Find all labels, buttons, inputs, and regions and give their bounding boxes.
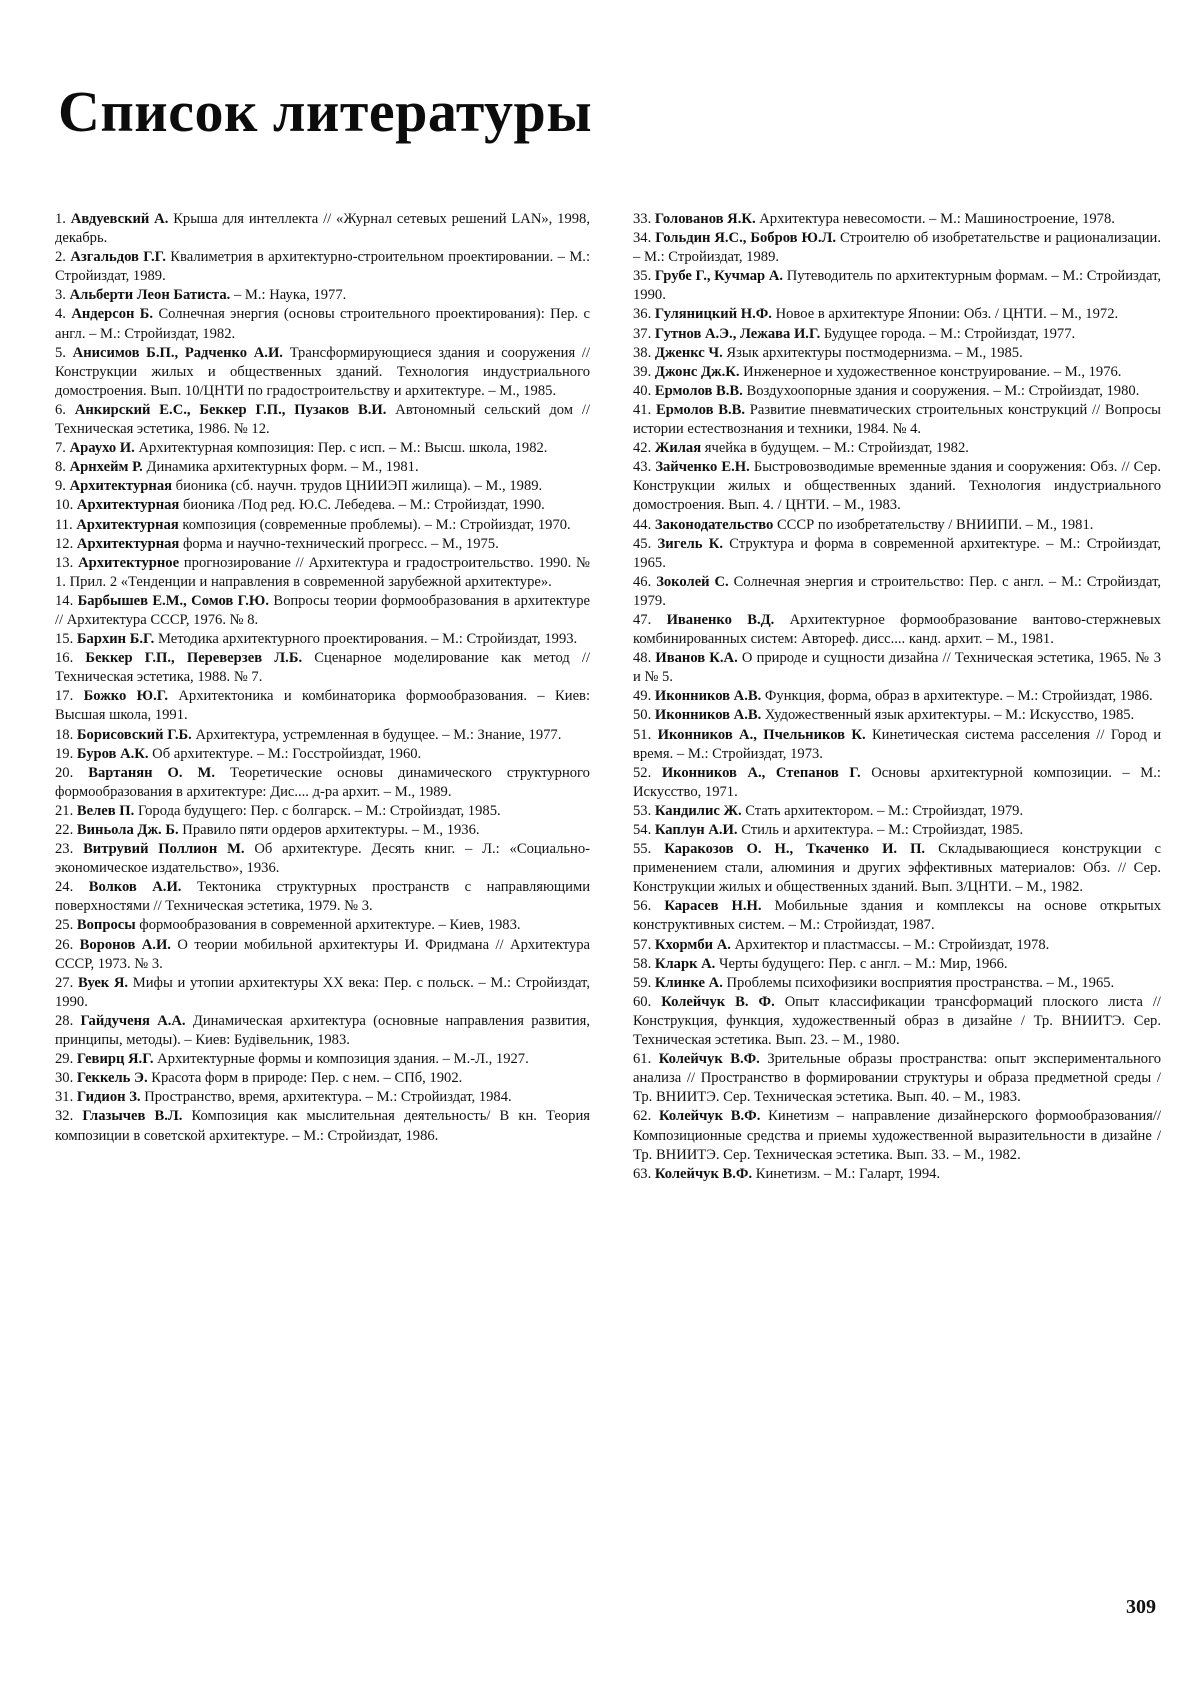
entry-number: 35.: [633, 268, 652, 285]
entry-text: Мобильные здания и комплексы на основе открытых конструктивных систем. – М.: Стройиздат, 1987.: [633, 898, 1162, 934]
entry-text: Кинетическая система расселения // Город и время. – М.: Стройиздат, 1973.: [633, 726, 1162, 762]
entry-author: Гуляницкий Н.Ф.: [654, 306, 772, 323]
entry-number: 42.: [633, 440, 652, 457]
bibliography-entry: [633, 649, 1161, 687]
entry-author: Анкирский Е.С., Беккер Г.П., Пузаков В.И.: [74, 401, 387, 418]
entry-number: 2.: [55, 249, 66, 266]
bibliography-entry: [633, 573, 1161, 611]
entry-number: 41.: [633, 401, 652, 418]
bibliography-entry: [633, 936, 1161, 955]
bibliography-entry: [633, 305, 1161, 324]
entry-author: Витрувий Поллион М.: [83, 841, 245, 858]
entry-author: Ермолов В.В.: [656, 401, 745, 418]
bibliography-entry: [633, 516, 1161, 535]
entry-text: формообразования в современной архитектуре. – Киев, 1983.: [139, 917, 521, 934]
entry-author: Кларк А.: [654, 955, 716, 972]
bibliography-entry: [633, 974, 1161, 993]
entry-text: О природе и сущности дизайна // Техническая эстетика, 1965. № 3 и № 5.: [633, 650, 1161, 686]
entry-text: Пространство, время, архитектура. – М.: Стройиздат, 1984.: [144, 1089, 512, 1106]
entry-number: 45.: [633, 535, 652, 552]
entry-text: Стать архитектором. – М.: Стройиздат, 1979.: [745, 802, 1024, 819]
entry-author: Кхормби А.: [654, 936, 731, 953]
bibliography-entry: [633, 802, 1161, 821]
bibliography-entry: [55, 974, 590, 1012]
entry-author: Иконников А.В.: [654, 707, 762, 724]
entry-number: 61.: [633, 1051, 652, 1068]
entry-number: 11.: [55, 516, 73, 533]
bibliography-entry: [55, 802, 590, 821]
entry-author: Барбышев Е.М., Сомов Г.Ю.: [77, 592, 269, 609]
entry-text: Динамическая архитектура (основные направления развития, принципы, методы). – Киев: Будівельник, 1983.: [55, 1012, 590, 1049]
entry-number: 48.: [633, 650, 652, 667]
entry-author: Гайдученя А.А.: [80, 1012, 186, 1029]
bibliography-entry: [633, 611, 1161, 649]
entry-author: Иконников А.В.: [654, 688, 762, 705]
bibliography-entry: [55, 496, 590, 515]
bibliography-entry: [633, 535, 1161, 573]
entry-author: Борисовский Г.Б.: [76, 726, 192, 743]
entry-text: Правило пяти ордеров архитектуры. – М., 1936.: [182, 822, 480, 838]
entry-text: бионика (сб. научн. трудов ЦНИИЭП жилища). – М., 1989.: [175, 478, 543, 495]
entry-number: 47.: [633, 611, 652, 628]
bibliography-entry: [55, 878, 590, 916]
entry-text: Складывающиеся конструкции с применением стали, алюминия и других эффективных материалов: Обз. // Сер. Конструкции жилых и общественных зданий. Вып. 3/ЦНТИ. – М., 1982.: [633, 841, 1161, 896]
entry-text: Солнечная энергия (основы строительного проектирования): Пер. с англ. – М.: Стройиздат, 1982.: [55, 306, 590, 342]
entry-text: форма и научно-технический прогресс. – М., 1975.: [182, 535, 499, 552]
entry-author: Иваненко В.Д.: [666, 611, 775, 628]
entry-text: Проблемы психофизики восприятия пространства. – М., 1965.: [726, 974, 1115, 991]
entry-text: Инженерное и художественное конструирование. – М., 1976.: [743, 363, 1122, 380]
entry-text: Методика архитектурного проектирования. – М.: Стройиздат, 1993.: [157, 631, 578, 648]
entry-text: Кинетизм. – М.: Галарт, 1994.: [755, 1165, 941, 1182]
entry-author: Кандилис Ж.: [654, 802, 742, 819]
entry-text: Архитектор и пластмассы. – М.: Стройиздат, 1978.: [734, 936, 1050, 953]
bibliography-entry: [55, 1069, 590, 1088]
bibliography-entry: [633, 764, 1161, 802]
bibliography-entry: [633, 325, 1161, 344]
bibliography-entry: [633, 955, 1161, 974]
entry-number: 22.: [55, 822, 74, 838]
entry-text: композиция (современные проблемы). – М.: Стройиздат, 1970.: [182, 516, 571, 533]
entry-author: Архитектурная: [69, 478, 173, 495]
bibliography-entry: [55, 248, 590, 286]
entry-author: Бархин Б.Г.: [76, 631, 155, 648]
entry-number: 15.: [55, 631, 74, 648]
entry-text: Тектоника структурных пространств с направляющими поверхностями // Техническая эстетика, 1979. № 3.: [55, 879, 590, 915]
entry-number: 18.: [55, 726, 74, 743]
page-title: Список литературы: [58, 79, 593, 144]
entry-author: Джонс Дж.К.: [654, 363, 740, 380]
bibliography-entry: [633, 897, 1161, 935]
bibliography-entry: [55, 535, 590, 554]
entry-author: Араухо И.: [69, 440, 135, 457]
entry-text: Строителю об изобретательстве и рационализации. – М.: Стройиздат, 1989.: [633, 230, 1161, 266]
entry-author: Жилая: [654, 440, 702, 457]
entry-text: Быстровозводимые временные здания и сооружения: Обз. // Сер. Конструкции жилых и общественных зданий. Технология индустриального домостроения. Вып. 4. / ЦНТИ. – М., 1983.: [633, 459, 1161, 514]
entry-author: Арнхейм Р.: [69, 459, 143, 476]
bibliography-entry: [633, 821, 1161, 840]
entry-number: 39.: [633, 363, 652, 380]
entry-text: Динамика архитектурных форм. – М., 1981.: [146, 459, 419, 476]
entry-author: Геккель Э.: [76, 1070, 148, 1087]
entry-number: 24.: [55, 879, 74, 896]
bibliography-column-left: [55, 210, 590, 1146]
entry-number: 50.: [633, 707, 652, 724]
bibliography-entry: [55, 458, 590, 477]
bibliography-entry: [55, 401, 590, 439]
bibliography-entry: [55, 916, 590, 935]
entry-author: Карасев Н.Н.: [664, 898, 762, 915]
bibliography-entry: [55, 439, 590, 458]
entry-text: Функция, форма, образ в архитектуре. – М.: Стройиздат, 1986.: [764, 688, 1153, 705]
bibliography-entry: [55, 687, 590, 725]
entry-text: – М.: Наука, 1977.: [233, 287, 347, 304]
bibliography-entry: [55, 1012, 590, 1050]
entry-author: Колейчук В.Ф.: [654, 1165, 753, 1182]
bibliography-entry: [633, 458, 1161, 515]
entry-number: 46.: [633, 573, 652, 590]
entry-author: Иванов К.А.: [655, 650, 738, 667]
entry-number: 54.: [633, 822, 652, 838]
bibliography-entry: [55, 210, 590, 248]
entry-number: 40.: [633, 382, 652, 399]
bibliography-entry: [55, 745, 590, 764]
entry-number: 44.: [633, 516, 652, 533]
entry-text: Структура и форма в современной архитектуре. – М.: Стройиздат, 1965.: [633, 535, 1162, 571]
entry-text: Язык архитектуры постмодернизма. – М., 1985.: [726, 344, 1023, 361]
entry-number: 38.: [633, 344, 652, 361]
bibliography-entry: [55, 592, 590, 630]
entry-number: 43.: [633, 459, 652, 476]
bibliography-entry: [55, 840, 590, 878]
entry-number: 28.: [55, 1012, 74, 1029]
bibliography-entry: [633, 726, 1161, 764]
entry-author: Зайченко Е.Н.: [655, 459, 750, 476]
bibliography-entry: [633, 706, 1161, 725]
entry-number: 4.: [55, 306, 66, 323]
entry-number: 49.: [633, 688, 652, 705]
bibliography-entry: [633, 1107, 1161, 1164]
entry-author: Волков А.И.: [88, 879, 182, 896]
entry-text: О теории мобильной архитектуры И. Фридмана // Архитектура СССР, 1973. № 3.: [55, 936, 590, 972]
entry-author: Гольдин Я.С., Бобров Ю.Л.: [655, 230, 837, 247]
entry-author: Архитектурная: [76, 535, 180, 552]
entry-number: 52.: [633, 764, 652, 781]
entry-author: Дженкс Ч.: [654, 344, 723, 361]
entry-text: Крыша для интеллекта // «Журнал сетевых решений LAN», 1998, декабрь.: [55, 211, 590, 247]
entry-text: Архитектурная композиция: Пер. с исп. – М.: Высш. школа, 1982.: [138, 440, 548, 457]
entry-number: 29.: [55, 1051, 74, 1068]
entry-number: 14.: [55, 592, 74, 609]
entry-number: 17.: [55, 688, 74, 705]
entry-number: 3.: [55, 287, 66, 304]
entry-author: Клинке А.: [654, 974, 723, 991]
bibliography-entry: [55, 1050, 590, 1069]
entry-text: Развитие пневматических строительных конструкций // Вопросы истории естествознания и техники, 1984. № 4.: [633, 401, 1161, 438]
entry-number: 21.: [55, 802, 74, 819]
entry-number: 36.: [633, 306, 652, 323]
entry-text: бионика /Под ред. Ю.С. Лебедева. – М.: Стройиздат, 1990.: [182, 497, 545, 514]
entry-author: Колейчук В.Ф.: [659, 1108, 761, 1125]
entry-number: 5.: [55, 344, 66, 361]
entry-text: Вопросы теории формообразования в архитектуре // Архитектура СССР, 1976. № 8.: [55, 592, 590, 628]
page-number: 309: [1126, 1596, 1156, 1618]
entry-number: 56.: [633, 898, 652, 915]
entry-author: Воронов А.И.: [79, 936, 171, 953]
entry-number: 33.: [633, 211, 652, 227]
entry-text: Архитектура невесомости. – М.: Машиностроение, 1978.: [759, 211, 1115, 227]
bibliography-entry: [55, 630, 590, 649]
bibliography-entry: [633, 993, 1161, 1050]
bibliography-entry: [633, 210, 1161, 229]
entry-text: Города будущего: Пер. с болгарск. – М.: Стройиздат, 1985.: [137, 802, 501, 819]
entry-text: Черты будущего: Пер. с англ. – М.: Мир, 1966.: [719, 955, 1008, 972]
entry-text: прогнозирование // Архитектура и градостроительство. 1990. № 1. Прил. 2 «Тенденции и направления в современной зарубежной архитектуре».: [55, 554, 590, 590]
entry-author: Альберти Леон Батиста.: [69, 287, 231, 304]
entry-number: 62.: [633, 1108, 652, 1125]
entry-author: Вопросы: [76, 917, 136, 934]
entry-author: Виньола Дж. Б.: [76, 822, 179, 838]
bibliography-entry: [55, 649, 590, 687]
entry-number: 31.: [55, 1089, 74, 1106]
entry-author: Колейчук В.Ф.: [658, 1051, 760, 1068]
entry-number: 12.: [55, 535, 74, 552]
entry-text: Стиль и архитектура. – М.: Стройиздат, 1985.: [741, 822, 1024, 838]
bibliography-entry: [633, 382, 1161, 401]
entry-text: Художественный язык архитектуры. – М.: Искусство, 1985.: [764, 707, 1135, 724]
entry-text: Трансформирующиеся здания и сооружения // Конструкции жилых и общественных зданий. Технология индустриального домостроения. Вып. 10/ЦНТИ по градостроительству и архитектуре. – М., 1985.: [55, 344, 591, 399]
entry-text: Теоретические основы динамического структурного формообразования в архитектуре: Дис.... д-ра архит. – М., 1989.: [55, 764, 590, 800]
bibliography-entry: [633, 1165, 1161, 1184]
bibliography-entry: [55, 936, 590, 974]
entry-text: Архитектурное формообразование вантово-стержневых комбинированных систем: Автореф. дисс.... канд. архит. – М., 1981.: [633, 611, 1161, 648]
entry-text: Архитектурные формы и композиция здания. – М.-Л., 1927.: [157, 1051, 529, 1068]
entry-author: Гидион З.: [76, 1089, 141, 1106]
entry-author: Каракозов О. Н., Ткаченко И. П.: [664, 841, 926, 858]
entry-number: 59.: [633, 974, 652, 991]
entry-text: СССР по изобретательству / ВНИИПИ. – М., 1981.: [776, 516, 1094, 533]
entry-number: 27.: [55, 974, 74, 991]
entry-number: 63.: [633, 1165, 652, 1182]
entry-text: Архитектура, устремленная в будущее. – М.: Знание, 1977.: [195, 726, 562, 743]
entry-number: 7.: [55, 440, 66, 457]
entry-author: Архитектурное: [78, 554, 180, 571]
entry-author: Глазычев В.Л.: [82, 1108, 183, 1125]
bibliography-entry: [633, 1050, 1161, 1107]
entry-author: Архитектурная: [76, 516, 179, 533]
bibliography-entry: [633, 401, 1161, 439]
entry-number: 53.: [633, 802, 652, 819]
entry-number: 57.: [633, 936, 652, 953]
entry-author: Законодательство: [654, 516, 774, 533]
entry-author: Ермолов В.В.: [654, 382, 743, 399]
entry-text: Мифы и утопии архитектуры XX века: Пер. с польск. – М.: Стройиздат, 1990.: [55, 974, 590, 1010]
bibliography-entry: [633, 267, 1161, 305]
bibliography-entry: [633, 687, 1161, 706]
entry-author: Гевирц Я.Г.: [76, 1051, 154, 1068]
entry-text: Новое в архитектуре Японии: Обз. / ЦНТИ. – М., 1972.: [775, 306, 1119, 323]
entry-author: Вартанян О. М.: [88, 764, 215, 781]
bibliography-entry: [633, 840, 1161, 897]
bibliography-column-right: [633, 210, 1161, 1184]
entry-text: Об архитектуре. – М.: Госстройиздат, 1960.: [152, 745, 422, 762]
bibliography-entry: [55, 305, 590, 343]
entry-number: 30.: [55, 1070, 74, 1087]
bibliography-entry: [633, 439, 1161, 458]
entry-text: Будущее города. – М.: Стройиздат, 1977.: [823, 325, 1076, 342]
entry-author: Каплун А.И.: [654, 822, 738, 838]
entry-author: Азгальдов Г.Г.: [70, 249, 166, 266]
entry-text: ячейка в будущем. – М.: Стройиздат, 1982.: [704, 440, 969, 457]
entry-author: Беккер Г.П., Переверзев Л.Б.: [85, 650, 303, 667]
entry-text: Опыт классификации трансформаций плоского листа // Конструкция, функция, художественный образ в дизайне / Тр. ВНИИТЭ. Сер. Техническая эстетика. Вып. 23. – М., 1980.: [633, 993, 1161, 1049]
entry-number: 13.: [55, 554, 74, 571]
entry-text: Архитектоника и комбинаторика формообразования. – Киев: Высшая школа, 1991.: [55, 688, 591, 724]
entry-number: 25.: [55, 917, 74, 934]
bibliography-entry: [55, 344, 590, 401]
entry-author: Анисимов Б.П., Радченко А.И.: [72, 344, 283, 361]
entry-author: Авдуевский А.: [70, 211, 169, 227]
entry-text: Воздухоопорные здания и сооружения. – М.: Стройиздат, 1980.: [746, 382, 1140, 399]
bibliography-entry: [55, 764, 590, 802]
bibliography-entry: [55, 477, 590, 496]
bibliography-entry: [55, 726, 590, 745]
entry-number: 37.: [633, 325, 652, 342]
entry-number: 16.: [55, 650, 74, 667]
entry-number: 58.: [633, 955, 652, 972]
entry-text: Композиция как мыслительная деятельность/ В кн. Теория композиции в советской архитектуре. – М.: Стройиздат, 1986.: [55, 1108, 590, 1144]
entry-author: Андерсон Б.: [71, 306, 154, 323]
entry-number: 9.: [55, 478, 66, 495]
entry-text: Автономный сельский дом // Техническая эстетика, 1986. № 12.: [55, 401, 591, 438]
entry-text: Основы архитектурной композиции. – М.: Искусство, 1971.: [633, 764, 1161, 800]
entry-number: 32.: [55, 1108, 74, 1125]
bibliography-entry: [55, 554, 590, 592]
bibliography-entry: [633, 229, 1161, 267]
entry-author: Божко Ю.Г.: [83, 688, 169, 705]
entry-text: Квалиметрия в архитектурно-строительном проектировании. – М.: Стройиздат, 1989.: [55, 249, 591, 285]
entry-author: Грубе Г., Кучмар А.: [654, 268, 784, 285]
entry-number: 19.: [55, 745, 74, 762]
entry-number: 23.: [55, 841, 74, 858]
entry-number: 34.: [633, 230, 652, 247]
bibliography-entry: [55, 516, 590, 535]
bibliography-entry: [633, 363, 1161, 382]
entry-author: Вуек Я.: [77, 974, 129, 991]
bibliography-entry: [55, 286, 590, 305]
entry-text: Красота форм в природе: Пер. с нем. – СПб, 1902.: [151, 1070, 463, 1087]
entry-text: Солнечная энергия и строительство: Пер. с англ. – М.: Стройиздат, 1979.: [633, 573, 1161, 609]
entry-number: 55.: [633, 841, 652, 858]
bibliography-entry: [55, 1107, 590, 1145]
entry-text: Зрительные образы пространства: опыт экспериментального анализа // Пространство в формировании структуры и образа предметной среды / Тр. ВНИИТЭ. Сер. Техническая эстетика. Вып. 40. – М., 1983.: [633, 1051, 1161, 1106]
entry-number: 51.: [633, 726, 652, 743]
entry-text: Путеводитель по архитектурным формам. – М.: Стройиздат, 1990.: [633, 268, 1161, 304]
entry-number: 10.: [55, 497, 74, 514]
entry-author: Иконников А., Степанов Г.: [661, 764, 861, 781]
bibliography-entry: [55, 821, 590, 840]
entry-number: 1.: [55, 211, 66, 227]
entry-number: 60.: [633, 993, 652, 1010]
entry-text: Кинетизм – направление дизайнерского формообразования//Композиционные средства и приемы художественной выразительности в дизайне / Тр. ВНИИТЭ. Сер. Техническая эстетика. Вып. 33. – М., 1982.: [633, 1108, 1162, 1163]
entry-author: Гутнов А.Э., Лежава И.Г.: [654, 325, 821, 342]
entry-author: Голованов Я.К.: [654, 211, 756, 227]
entry-author: Велев П.: [76, 802, 135, 819]
entry-number: 6.: [55, 401, 66, 418]
entry-number: 26.: [55, 936, 74, 953]
entry-author: Зигель К.: [657, 535, 723, 552]
entry-author: Колейчук В. Ф.: [661, 993, 775, 1010]
entry-text: Сценарное моделирование как метод // Техническая эстетика, 1988. № 7.: [55, 650, 591, 686]
entry-author: Буров А.К.: [76, 745, 149, 762]
entry-number: 20.: [55, 764, 74, 781]
bibliography-entry: [55, 1088, 590, 1107]
entry-author: Зоколей С.: [656, 573, 729, 590]
entry-author: Иконников А., Пчельников К.: [657, 726, 866, 743]
entry-author: Архитектурная: [76, 497, 180, 514]
entry-number: 8.: [55, 459, 66, 476]
entry-text: Об архитектуре. Десять книг. – Л.: «Социально-экономическое издательство», 1936.: [55, 841, 590, 877]
bibliography-entry: [633, 344, 1161, 363]
